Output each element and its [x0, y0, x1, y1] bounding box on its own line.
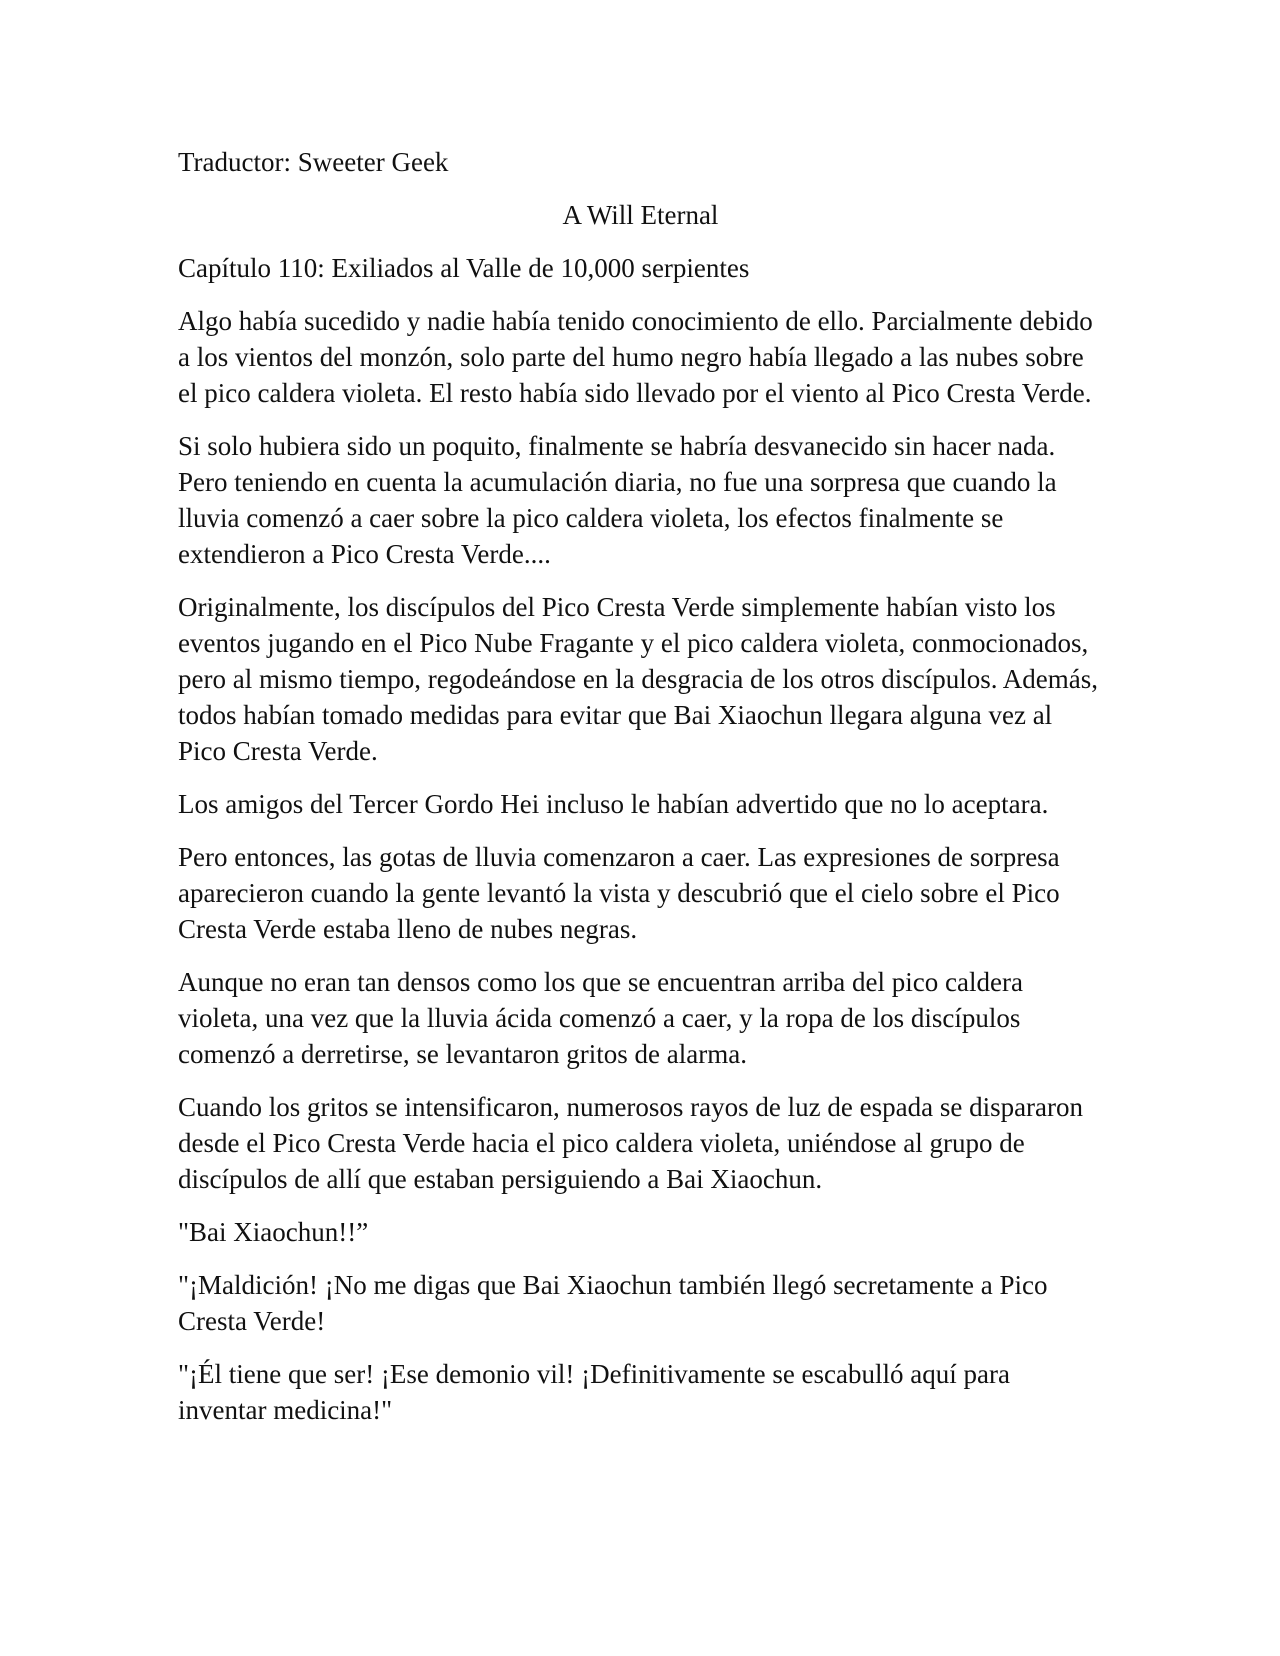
paragraph: Originalmente, los discípulos del Pico Cresta Verde simplemente habían visto los eventos jugando en el Pico Nube Fragante y el pico caldera violeta, conmocionados, pero al mismo tiempo, regodeándose en la desgracia de los otros discípulos. Además, todos habían tomado medidas para evitar que Bai Xiaochun llegara alguna vez al Pico Cresta Verde.: [178, 592, 1099, 766]
document-page: [178, 144, 1103, 1445]
dialogue-line: "¡Él tiene que ser! ¡Ese demonio vil! ¡Definitivamente se escabulló aquí para inventar medicina!": [178, 1359, 1010, 1425]
dialogue-line: "Bai Xiaochun!!”: [178, 1217, 369, 1247]
chapter-title: Capítulo 110: Exiliados al Valle de 10,000 serpientes: [178, 253, 750, 283]
book-title: A Will Eternal: [562, 200, 719, 230]
paragraph: Cuando los gritos se intensificaron, numerosos rayos de luz de espada se dispararon desde el Pico Cresta Verde hacia el pico caldera violeta, uniéndose al grupo de discípulos de allí que estaban persiguiendo a Bai Xiaochun.: [178, 1092, 1084, 1194]
paragraph: Pero entonces, las gotas de lluvia comenzaron a caer. Las expresiones de sorpresa aparecieron cuando la gente levantó la vista y descubrió que el cielo sobre el Pico Cresta Verde estaba lleno de nubes negras.: [178, 842, 1060, 944]
paragraph: Aunque no eran tan densos como los que se encuentran arriba del pico caldera violeta, una vez que la lluvia ácida comenzó a caer, y la ropa de los discípulos comenzó a derretirse, se levantaron gritos de alarma.: [178, 967, 1023, 1069]
translator-credit: Traductor: Sweeter Geek: [178, 147, 449, 177]
paragraph: Si solo hubiera sido un poquito, finalmente se habría desvanecido sin hacer nada. Pero teniendo en cuenta la acumulación diaria, no fue una sorpresa que cuando la lluvia comenzó a caer sobre la pico caldera violeta, los efectos finalmente se extendieron a Pico Cresta Verde....: [178, 431, 1057, 569]
paragraph: Los amigos del Tercer Gordo Hei incluso le habían advertido que no lo aceptara.: [178, 789, 1049, 819]
paragraph: Algo había sucedido y nadie había tenido conocimiento de ello. Parcialmente debido a los vientos del monzón, solo parte del humo negro había llegado a las nubes sobre el pico caldera violeta. El resto había sido llevado por el viento al Pico Cresta Verde.: [178, 306, 1093, 408]
dialogue-line: "¡Maldición! ¡No me digas que Bai Xiaochun también llegó secretamente a Pico Cresta Verde!: [178, 1270, 1048, 1336]
